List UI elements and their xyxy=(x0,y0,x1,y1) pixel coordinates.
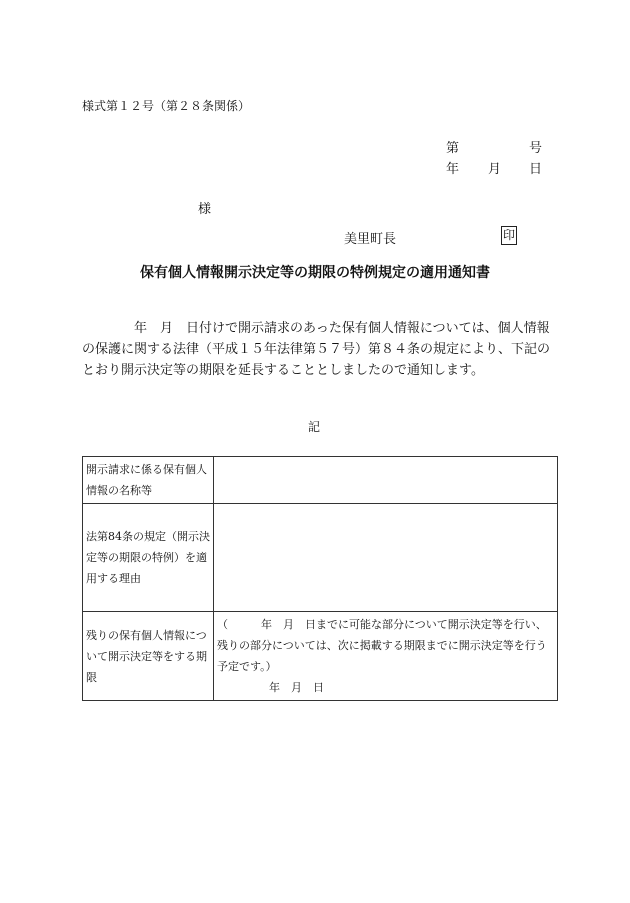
date-month: 月 xyxy=(488,162,502,177)
deadline-date: 年 月 日 xyxy=(269,681,324,694)
doc-number-prefix: 第 xyxy=(446,141,460,156)
row-label-information-name: 開示請求に係る保有個人情報の名称等 xyxy=(83,457,214,504)
addressee-honorific: 様 xyxy=(198,202,212,217)
doc-number-suffix: 号 xyxy=(529,141,543,156)
body-paragraph: 年 月 日付けで開示請求のあった保有個人情報については、個人情報の保護に関する法律（平成１５年法律第５７号）第８４条の規定により、下記のとおり開示決定等の期限を延長することとしましたので通知します。 xyxy=(82,321,551,378)
sender-title: 美里町長 xyxy=(344,232,397,247)
deadline-note: （ 年 月 日までに可能な部分について開示決定等を行い、残りの部分については、次に掲載する期限までに開示決定等を行う予定です。） xyxy=(217,618,547,673)
detail-table xyxy=(82,456,558,701)
table-row xyxy=(83,457,558,504)
form-number: 様式第１２号（第２８条関係） xyxy=(82,99,251,113)
row-label-deadline: 残りの保有個人情報について開示決定等をする期限 xyxy=(83,612,214,701)
date-year: 年 xyxy=(446,162,460,177)
table-row xyxy=(83,612,558,701)
row-value-deadline xyxy=(214,612,558,701)
row-value-information-name xyxy=(214,457,558,504)
seal-box: 印 xyxy=(501,226,517,245)
table-row xyxy=(83,504,558,612)
row-label-reason: 法第84条の規定（開示決定等の期限の特例）を適用する理由 xyxy=(83,504,214,612)
row-value-reason xyxy=(214,504,558,612)
date-day: 日 xyxy=(529,162,543,177)
document-title: 保有個人情報開示決定等の期限の特例規定の適用通知書 xyxy=(140,265,490,281)
ki-heading: 記 xyxy=(308,420,321,434)
